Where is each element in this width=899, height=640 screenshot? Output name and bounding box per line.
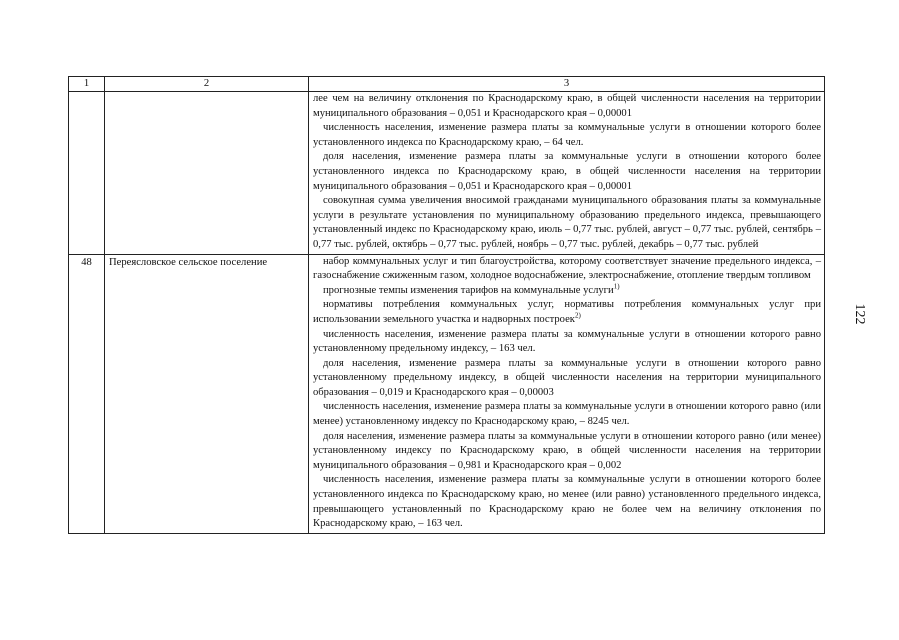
table-header-row bbox=[69, 77, 825, 92]
paragraph bbox=[313, 430, 821, 474]
paragraph bbox=[313, 194, 821, 252]
paragraph-text: численность населения, изменение размера платы за коммунальные услуги в отношении которого равно установленному предельному индексу, – 163 чел. bbox=[313, 328, 821, 355]
column-header-number: 1 bbox=[69, 77, 105, 92]
paragraph-text: доля населения, изменение размера платы за коммунальные услуги в отношении которого более установленного индекса по Краснодарскому краю, в общей численности населения на территории муниципального образования – 0,051 и Краснодарского края – 0,00001 bbox=[313, 151, 821, 192]
paragraph bbox=[313, 92, 821, 121]
paragraph-text: набор коммунальных услуг и тип благоустройства, которому соответствует значение предельного индекса, – газоснабжение сжиженным газом, холодное водоснабжение, электроснабжение, отопление твердым топливом bbox=[313, 255, 821, 282]
footnote-marker: 1) bbox=[613, 282, 620, 291]
document-table bbox=[68, 76, 825, 534]
paragraph bbox=[313, 298, 821, 327]
paragraph bbox=[313, 284, 821, 299]
footnote-marker: 2) bbox=[574, 311, 581, 320]
settlement-name-cell bbox=[105, 92, 309, 255]
page-number: 122 bbox=[852, 303, 867, 325]
table-row bbox=[69, 92, 825, 255]
paragraph-text: лее чем на величину отклонения по Краснодарскому краю, в общей численности населения на территории муниципального образования – 0,051 и Краснодарского края – 0,00001 bbox=[313, 93, 821, 119]
paragraph bbox=[313, 328, 821, 357]
paragraph bbox=[313, 150, 821, 194]
paragraph bbox=[313, 357, 821, 401]
paragraph-text: численность населения, изменение размера платы за коммунальные услуги в отношении которого более установленного индекса по Краснодарскому краю, – 64 чел. bbox=[313, 122, 821, 148]
row-number-cell bbox=[69, 92, 105, 255]
paragraph-text: доля населения, изменение размера платы за коммунальные услуги в отношении которого равно установленному предельному индексу, в общей численности населения на территории муниципального образования – 0,019 и Краснодарского края – 0,00003 bbox=[313, 357, 821, 398]
indicator-text-cell bbox=[309, 254, 825, 533]
paragraph-text: доля населения, изменение размера платы за коммунальные услуги в отношении которого равно (или менее) установленному индексу по Краснодарскому краю, в общей численности населения на территории муниципального образования – 0,981 и Краснодарского края – 0,002 bbox=[313, 430, 821, 471]
row-number-cell: 48 bbox=[69, 254, 105, 533]
indicator-text-cell bbox=[309, 92, 825, 255]
paragraph-text: совокупная сумма увеличения вносимой гражданами муниципального образования платы за коммунальные услуги в результате установления по муниципальному образованию предельного индекса, превышающего установленный индекс по Краснодарскому краю, июль – 0,77 тыс. рублей, август – 0,77 тыс. рублей, сентябрь – 0,77 тыс. рублей, октябрь – 0,77 тыс. рублей, ноябрь – 0,77 тыс. рублей, декабрь – 0,77 тыс. рублей bbox=[313, 195, 821, 250]
paragraph-text: нормативы потребления коммунальных услуг, нормативы потребления коммунальных услуг при использовании земельного участка и надворных построек bbox=[313, 299, 821, 325]
paragraph-text: численность населения, изменение размера платы за коммунальные услуги в отношении которого более установленного индекса по Краснодарскому краю, но менее (или равно) установленного предельного индекса, превышающего установленный по Краснодарскому краю не более чем на величину отклонения по Краснодарскому краю, – 163 чел. bbox=[313, 474, 821, 530]
column-header-info: 3 bbox=[309, 77, 825, 92]
paragraph bbox=[313, 400, 821, 429]
paragraph bbox=[313, 473, 821, 531]
paragraph bbox=[313, 121, 821, 150]
paragraph-text: численность населения, изменение размера платы за коммунальные услуги в отношении которого равно (или менее) установленному индексу по Краснодарскому краю, – 8245 чел. bbox=[313, 401, 821, 428]
table-row bbox=[69, 254, 825, 533]
column-header-name: 2 bbox=[105, 77, 309, 92]
paragraph-text: прогнозные темпы изменения тарифов на коммунальные услуги bbox=[323, 284, 614, 296]
paragraph bbox=[313, 255, 821, 284]
settlement-name-cell: Переясловское сельское поселение bbox=[105, 254, 309, 533]
